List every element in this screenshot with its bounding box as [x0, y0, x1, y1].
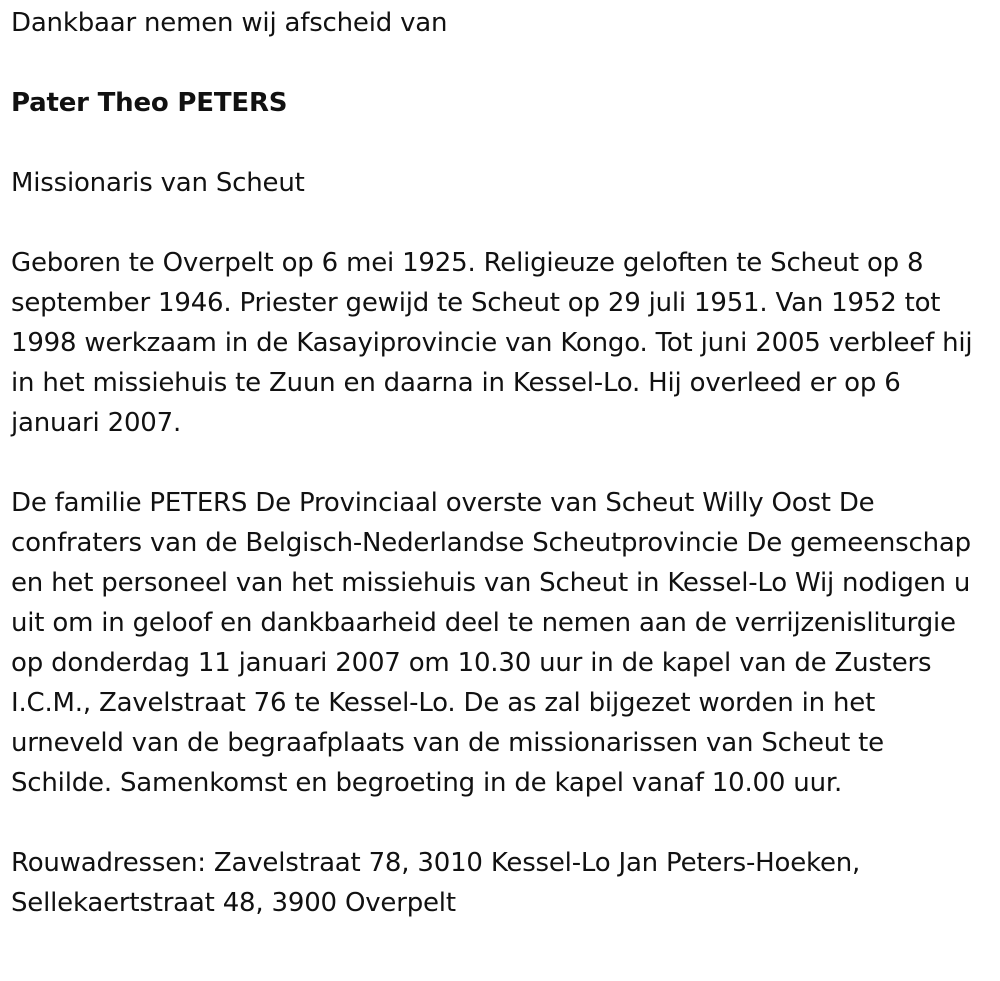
intro-line: Dankbaar nemen wij afscheid van — [11, 8, 448, 38]
spacer — [11, 43, 986, 83]
obituary-notice — [11, 3, 986, 923]
biography-paragraph: Geboren te Overpelt op 6 mei 1925. Religieuze geloften te Scheut op 8 september 1946. Priester gewijd te Scheut op 29 juli 1951. Van 1952 tot 1998 werkzaam in de Kasayiprovincie van Kongo. Tot juni 2005 verbleef hij in het missiehuis te Zuun en daarna in Kessel-Lo. Hij overleed er op 6 januari 2007. — [11, 248, 973, 438]
spacer — [11, 803, 986, 843]
religious-order: Missionaris van Scheut — [11, 168, 305, 198]
condolence-addresses: Rouwadressen: Zavelstraat 78, 3010 Kessel-Lo Jan Peters-Hoeken, Sellekaertstraat 48, 3900 Overpelt — [11, 848, 861, 918]
spacer — [11, 123, 986, 163]
spacer — [11, 203, 986, 243]
invitation-paragraph: De familie PETERS De Provinciaal overste van Scheut Willy Oost De confraters van de Belgisch-Nederlandse Scheutprovincie De gemeenschap en het personeel van het missiehuis van Scheut in Kessel-Lo Wij nodigen u uit om in geloof en dankbaarheid deel te nemen aan de verrijzenisliturgie op donderdag 11 januari 2007 om 10.30 uur in de kapel van de Zusters I.C.M., Zavelstraat 76 te Kessel-Lo. De as zal bijgezet worden in het urneveld van de begraafplaats van de missionarissen van Scheut te Schilde. Samenkomst en begroeting in de kapel vanaf 10.00 uur. — [11, 488, 971, 798]
spacer — [11, 443, 986, 483]
deceased-name: Pater Theo PETERS — [11, 88, 288, 118]
